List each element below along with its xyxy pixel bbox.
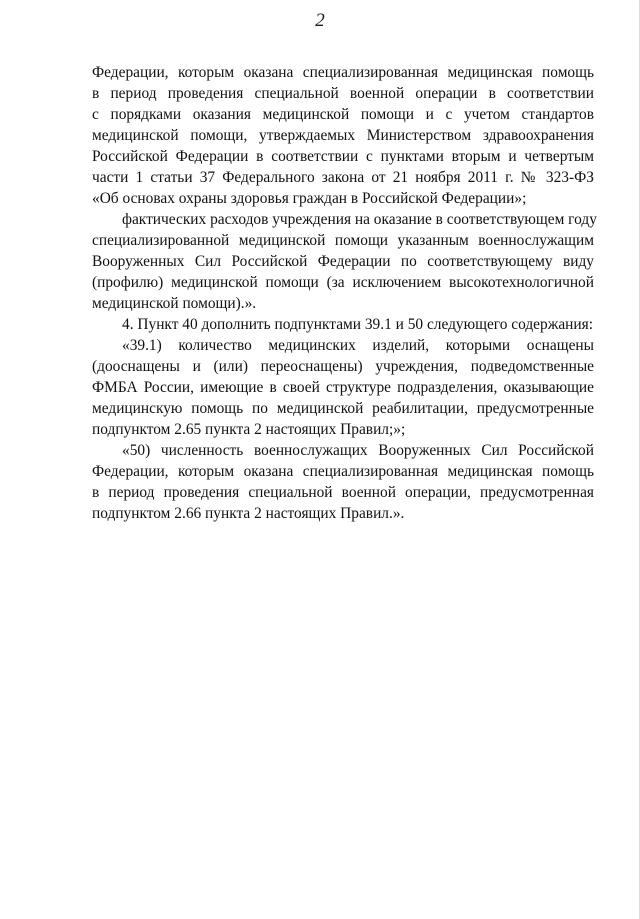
text-line: подпунктом 2.65 пункта 2 настоящих Правил;»; [92,421,406,438]
text-line: в период проведения специальной военной операции, предусмотренная [92,484,594,501]
text-line: Российской Федерации в соответствии с пунктами вторым и четвертым [92,148,594,165]
text-line: Вооруженных Сил Российской Федерации по соответствующему виду [92,253,594,270]
text-line: медицинской помощи, утверждаемых Министерством здравоохранения [92,127,594,144]
text-line: (профилю) медицинской помощи (за исключением высокотехнологичной [92,274,594,291]
text-line: специализированной медицинской помощи указанным военнослужащим [92,232,594,249]
text-line: фактических расходов учреждения на оказание в соответствующем году [122,211,597,228]
text-line: Федерации, которым оказана специализированная медицинская помощь [92,64,594,81]
text-line: с порядками оказания медицинской помощи и с учетом стандартов [92,106,594,123]
text-line: ФМБА России, имеющие в своей структуре подразделения, оказывающие [92,379,594,396]
text-line: «50) численность военнослужащих Вооруженных Сил Российской [122,442,594,459]
text-line: медицинскую помощь по медицинской реабилитации, предусмотренные [92,400,594,417]
text-line: Федерации, которым оказана специализированная медицинская помощь [92,463,594,480]
text-line: в период проведения специальной военной операции в соответствии [92,85,594,102]
text-line: подпунктом 2.66 пункта 2 настоящих Правил.». [92,505,405,522]
text-line: медицинской помощи).». [92,295,257,312]
text-line: «39.1) количество медицинских изделий, которыми оснащены [122,337,594,354]
text-line: (дооснащены и (или) переоснащены) учреждения, подведомственные [92,358,594,375]
text-line: «Об основах охраны здоровья граждан в Российской Федерации»; [92,190,527,207]
text-line: части 1 статьи 37 Федерального закона от 21 ноября 2011 г. № 323-ФЗ [92,169,594,186]
text-line: 4. Пункт 40 дополнить подпунктами 39.1 и 50 следующего содержания: [122,316,594,333]
page-number: 2 [315,10,325,31]
